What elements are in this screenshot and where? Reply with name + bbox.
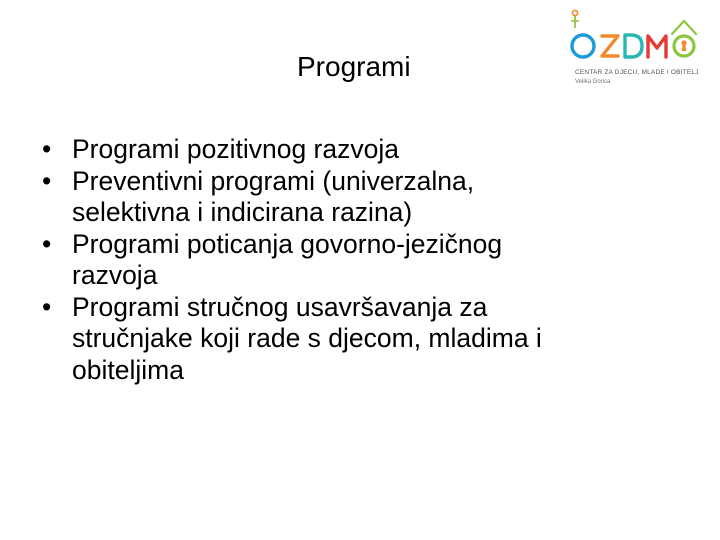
bullet-item-speech-language: [42, 229, 682, 292]
bullet-line: Programi poticanja govorno-jezičnog: [72, 228, 503, 259]
logo-house-icon: [672, 21, 696, 56]
logo-figure-icon: [571, 10, 579, 28]
bullet-icon: •: [42, 165, 52, 196]
bullet-line: obiteljima: [72, 354, 184, 385]
logo-letter-z-icon: [602, 36, 618, 56]
bullet-line: stručnjake koji rade s djecom, mladima i: [72, 323, 542, 353]
bullet-item-positive-development: [42, 134, 682, 166]
logo-wordmark: [558, 8, 706, 70]
logo-location: Velika Gorica: [575, 79, 611, 85]
logo-letter-d-icon: [625, 35, 642, 57]
bullet-line: razvoja: [72, 260, 158, 290]
bullet-icon: •: [42, 291, 52, 322]
logo-letter-m-icon: [648, 36, 666, 57]
bullet-icon: •: [42, 134, 52, 164]
logo-letter-o-icon: [572, 35, 594, 57]
logo-subtitle: CENTAR ZA DJECU, MLADE I OBITELJ: [575, 69, 699, 76]
program-bullet-list: [42, 134, 682, 386]
bullet-line: Programi stručnog usavršavanja za: [72, 291, 488, 322]
centar-logo: [558, 8, 706, 100]
slide-title: Programi: [297, 51, 411, 82]
bullet-line: Preventivni programi (univerzalna,: [72, 165, 475, 196]
bullet-line: selektivna i indicirana razina): [72, 197, 413, 227]
bullet-line: Programi pozitivnog razvoja: [72, 134, 399, 164]
bullet-item-preventive-programs: [42, 166, 682, 229]
bullet-item-professional-training: [42, 292, 682, 387]
bullet-icon: •: [42, 228, 52, 259]
